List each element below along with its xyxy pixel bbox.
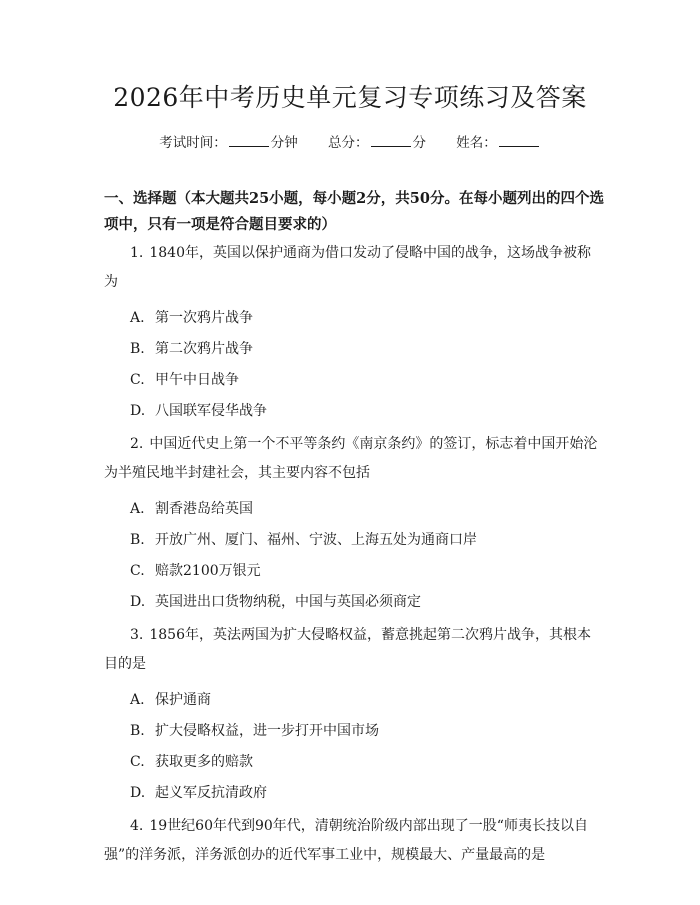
option-a[interactable] [104, 499, 604, 519]
question-text: 中国近代史上第一个不平等条约《南京条约》的签订，标志着中国开始沦为半殖民地半封建社会，其主要内容不包括 [104, 436, 598, 481]
option-letter: C. [130, 372, 145, 388]
option-c[interactable] [104, 370, 604, 390]
exam-title: 2026年中考历史单元复习专项练习及答案 [113, 83, 587, 112]
name-blank[interactable] [499, 132, 539, 147]
question-4 [104, 812, 604, 870]
option-text: 扩大侵略权益，进一步打开中国市场 [155, 723, 379, 739]
question-text: 19世纪60年代到90年代，清朝统治阶级内部出现了一股“师夷长技以自强”的洋务派，洋务派创办的近代军事工业中，规模最大、产量最高的是 [104, 818, 588, 863]
question-number: 2. [130, 436, 144, 452]
option-letter: B. [130, 723, 145, 739]
option-d[interactable] [104, 592, 604, 612]
score-label: 总分： [328, 135, 369, 151]
question-3 [104, 621, 604, 803]
option-letter: D. [130, 785, 146, 801]
option-letter: B. [130, 532, 145, 548]
section-heading: 一、选择题（本大题共25小题，每小题2分，共50分。在每小题列出的四个选项中，只有一项是符合题目要求的） [104, 190, 604, 233]
option-letter: D. [130, 403, 146, 419]
option-letter: A. [130, 310, 145, 326]
option-text: 英国进出口货物纳税，中国与英国必须商定 [155, 594, 421, 610]
question-number: 1. [130, 245, 144, 261]
question-number: 4. [130, 818, 144, 834]
question-text: 1856年，英法两国为扩大侵略权益，蓄意挑起第二次鸦片战争，其根本目的是 [104, 627, 591, 672]
option-d[interactable] [104, 783, 604, 803]
question-1 [104, 239, 604, 421]
option-letter: A. [130, 692, 145, 708]
question-text: 1840年，英国以保护通商为借口发动了侵略中国的战争，这场战争被称为 [104, 245, 591, 290]
option-a[interactable] [104, 690, 604, 710]
option-c[interactable] [104, 752, 604, 772]
option-letter: B. [130, 341, 145, 357]
option-text: 割香港岛给英国 [155, 501, 253, 517]
option-text: 第二次鸦片战争 [155, 341, 253, 357]
score-blank[interactable] [371, 132, 411, 147]
name-label: 姓名： [456, 135, 497, 151]
option-letter: A. [130, 501, 145, 517]
option-a[interactable] [104, 308, 604, 328]
option-letter: C. [130, 754, 145, 770]
question-stem [104, 239, 604, 297]
question-stem [104, 430, 604, 488]
exam-info-row [0, 132, 700, 153]
option-text: 保护通商 [155, 692, 211, 708]
question-stem [104, 812, 604, 870]
question-number: 3. [130, 627, 144, 643]
option-letter: C. [130, 563, 145, 579]
name-field [456, 135, 541, 151]
score-unit: 分 [412, 135, 426, 151]
option-c[interactable] [104, 561, 604, 581]
time-label: 考试时间： [159, 135, 227, 151]
option-text: 第一次鸦片战争 [155, 310, 253, 326]
option-text: 八国联军侵华战争 [155, 403, 267, 419]
option-text: 获取更多的赔款 [155, 754, 253, 770]
option-text: 开放广州、厦门、福州、宁波、上海五处为通商口岸 [155, 532, 477, 548]
option-d[interactable] [104, 401, 604, 421]
score-field [328, 135, 430, 151]
option-b[interactable] [104, 530, 604, 550]
option-b[interactable] [104, 721, 604, 741]
option-letter: D. [130, 594, 146, 610]
time-blank[interactable] [229, 132, 269, 147]
question-list [104, 239, 604, 879]
time-field [159, 135, 302, 151]
option-b[interactable] [104, 339, 604, 359]
time-unit: 分钟 [270, 135, 298, 151]
option-text: 甲午中日战争 [155, 372, 239, 388]
question-stem [104, 621, 604, 679]
option-text: 赔款2100万银元 [155, 563, 261, 579]
question-2 [104, 430, 604, 612]
option-text: 起义军反抗清政府 [155, 785, 267, 801]
